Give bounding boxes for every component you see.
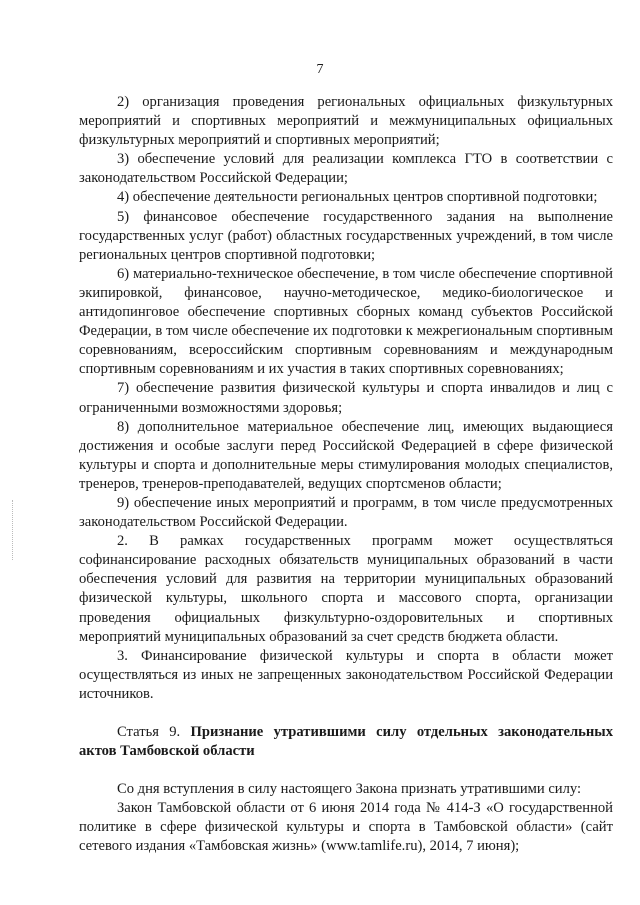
paragraph-item-3: 3) обеспечение условий для реализации комплекса ГТО в соответствии с законодательством Российской Федерации; [79, 151, 613, 187]
paragraph-item-4: 4) обеспечение деятельности региональных центров спортивной подготовки; [117, 189, 598, 206]
paragraph-item-2: 2) организация проведения региональных официальных физкультурных мероприятий и спортивных мероприятий и межмуниципальных официальных физкультурных мероприятий и спортивных мероприятий; [79, 94, 613, 149]
paragraph-item-8: 8) дополнительное материальное обеспечение лиц, имеющих выдающиеся достижения и особые заслуги перед Российской Федерацией в сфере физической культуры и спорта и дополнительные меры стимулирования молодых специалистов, тренеров, тренеров-преподавателей, ведущих спортсменов области; [79, 418, 613, 492]
article-title: Признание утратившими силу отдельных законодательных актов Тамбовской области [79, 724, 614, 760]
repealed-law: Закон Тамбовской области от 6 июня 2014 года № 414-З «О государственной политике в сфере физической культуры и спорта в Тамбовской области» (сайт сетевого издания «Тамбовская жизнь» (www.tamlife.ru), 2014, 7 июня); [79, 800, 613, 855]
paragraph-item-7: 7) обеспечение развития физической культуры и спорта инвалидов и лиц с ограниченными возможностями здоровья; [79, 380, 613, 416]
repeal-intro: Со дня вступления в силу настоящего Закона признать утратившими силу: [117, 781, 582, 798]
paragraph-section-2: 2. В рамках государственных программ может осуществляться софинансирование расходных обязательств муниципальных образований в части обеспечения условий для развития на территории муниципальных образований физической культуры, школьного спорта и массового спорта, организации проведения официальных физкультурно-оздоровительных и спортивных мероприятий муниципальных образований за счет средств бюджета области. [79, 533, 613, 645]
paragraph-item-5: 5) финансовое обеспечение государственного задания на выполнение государственных услуг (работ) областных государственных учреждений, в том числе региональных центров спортивной подготовки; [79, 208, 613, 263]
paragraph-item-9: 9) обеспечение иных мероприятий и программ, в том числе предусмотренных законодательством Российской Федерации. [79, 494, 613, 531]
document-body [79, 93, 613, 857]
article-prefix: Статья 9. [117, 724, 181, 740]
article-heading [79, 723, 613, 761]
margin-mark [12, 500, 17, 560]
paragraph-item-6: 6) материально-техническое обеспечение, в том числе обеспечение спортивной экипировкой, финансовое, научно-методическое, медико-биологическое и антидопинговое обеспечение спортивных сборных команд субъектов Российской Федерации, в том числе обеспечение их подготовки к межрегиональным спортивным соревнованиям, всероссийским спортивным соревнованиям и международным спортивным соревнованиям и их участия в таких спортивных соревнованиях; [79, 265, 613, 378]
page-number: 7 [316, 62, 324, 77]
paragraph-section-3: 3. Финансирование физической культуры и спорта в области может осуществляться из иных не запрещенных законодательством Российской Федерации источников. [79, 647, 613, 702]
